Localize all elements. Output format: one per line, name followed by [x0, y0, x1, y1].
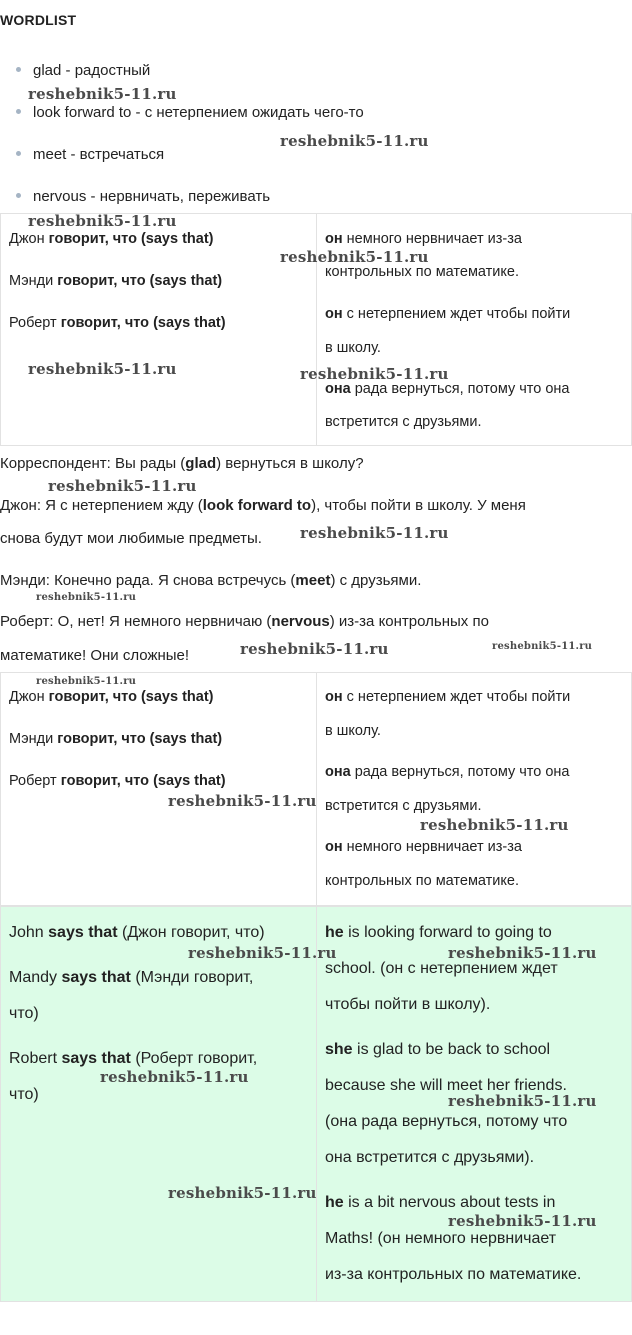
watermark: reshebnik5-11.ru	[28, 212, 177, 230]
answer-right-row: he is looking forward to going to	[325, 924, 552, 941]
watermark: reshebnik5-11.ru	[188, 944, 337, 962]
wordlist-text: meet - встречаться	[33, 146, 165, 163]
dialogue-line: Корреспондент: Вы рады (glad) вернуться в школу?	[0, 455, 364, 472]
watermark: reshebnik5-11.ru	[448, 1092, 597, 1110]
dialogue-line: снова будут мои любимые предметы.	[0, 530, 262, 547]
wordlist-item	[16, 104, 364, 121]
table1-right-row-cont: контрольных по математике.	[325, 264, 520, 280]
table1-left-row: Джон говорит, что (says that)	[9, 231, 214, 247]
answer-left-row: Robert says that (Роберт говорит,	[9, 1050, 258, 1067]
table2-left-row: Мэнди говорит, что (says that)	[9, 731, 223, 747]
watermark: reshebnik5-11.ru	[300, 365, 449, 383]
dialogue-line: Мэнди: Конечно рада. Я снова встречусь (meet) с друзьями.	[0, 572, 422, 589]
table1-right-row: она рада вернуться, потому что она	[325, 381, 570, 397]
bullet-icon	[16, 151, 21, 156]
table1-left-row: Роберт говорит, что (says that)	[9, 315, 226, 331]
watermark: reshebnik5-11.ru	[448, 944, 597, 962]
answer-right-row-cont: (она рада вернуться, потому что	[325, 1113, 568, 1130]
answer-right-row-cont: because she will meet her friends.	[325, 1077, 567, 1094]
bullet-icon	[16, 67, 21, 72]
watermark: reshebnik5-11.ru	[100, 1068, 249, 1086]
answer-right-row: she is glad to be back to school	[325, 1041, 551, 1058]
table2-right-row-cont: в школу.	[325, 723, 381, 739]
watermark: reshebnik5-11.ru	[168, 1184, 317, 1202]
matching-table-2	[0, 672, 632, 906]
watermark: reshebnik5-11.ru	[28, 85, 177, 103]
dialogue-line: Джон: Я с нетерпением жду (look forward to), чтобы пойти в школу. У меня	[0, 497, 526, 514]
table2-right-row: он немного нервничает из-за	[325, 839, 522, 855]
table2-right-row-cont: контрольных по математике.	[325, 873, 520, 889]
wordlist-item	[16, 188, 270, 205]
bullet-icon	[16, 193, 21, 198]
dialogue-line: математике! Они сложные!	[0, 647, 190, 664]
table2-left-row: Роберт говорит, что (says that)	[9, 773, 226, 789]
wordlist-text: glad - радостный	[33, 62, 151, 79]
wordlist-item	[16, 146, 164, 163]
table1-right-row: он немного нервничает из-за	[325, 231, 522, 247]
watermark: reshebnik5-11.ru	[48, 477, 197, 495]
watermark: reshebnik5-11.ru	[300, 524, 449, 542]
watermark: reshebnik5-11.ru	[28, 360, 177, 378]
table2-left-row: Джон говорит, что (says that)	[9, 689, 214, 705]
answer-left-row-cont: что)	[9, 1005, 39, 1022]
answer-right-row-cont: из-за контрольных по математике.	[325, 1266, 582, 1283]
wordlist-heading: WORDLIST	[0, 12, 77, 28]
table1-right-row-cont: встретится с друзьями.	[325, 414, 482, 430]
answer-left-row: Mandy says that (Мэнди говорит,	[9, 969, 254, 986]
watermark: reshebnik5-11.ru	[36, 676, 137, 687]
watermark: reshebnik5-11.ru	[36, 592, 137, 603]
watermark: reshebnik5-11.ru	[420, 816, 569, 834]
answer-left-row: John says that (Джон говорит, что)	[9, 924, 265, 941]
table2-right-row: он с нетерпением ждет чтобы пойти	[325, 689, 571, 705]
watermark: reshebnik5-11.ru	[492, 641, 593, 652]
watermark: reshebnik5-11.ru	[280, 248, 429, 266]
watermark: reshebnik5-11.ru	[280, 132, 429, 150]
wordlist-item	[16, 62, 150, 79]
wordlist-text: nervous - нервничать, переживать	[33, 188, 271, 205]
dialogue-line: Роберт: О, нет! Я немного нервничаю (nervous) из-за контрольных по	[0, 613, 489, 630]
answer-left-row-cont: что)	[9, 1086, 39, 1103]
table2-right-row: она рада вернуться, потому что она	[325, 764, 570, 780]
answer-right-row-cont: она встретится с друзьями).	[325, 1149, 535, 1166]
table2-right-row-cont: встретится с друзьями.	[325, 798, 482, 814]
watermark: reshebnik5-11.ru	[240, 640, 389, 658]
answer-right-row-cont: school. (он с нетерпением ждет	[325, 960, 558, 977]
bullet-icon	[16, 109, 21, 114]
answer-right-row: he is a bit nervous about tests in	[325, 1194, 556, 1211]
table1-right-row-cont: в школу.	[325, 340, 381, 356]
answer-right-row-cont: Maths! (он немного нервничает	[325, 1230, 557, 1247]
watermark: reshebnik5-11.ru	[168, 792, 317, 810]
table1-left-row: Мэнди говорит, что (says that)	[9, 273, 223, 289]
wordlist-text: look forward to - с нетерпением ожидать чего-то	[33, 104, 364, 121]
answer-right-row-cont: чтобы пойти в школу).	[325, 996, 491, 1013]
table1-right-row: он с нетерпением ждет чтобы пойти	[325, 306, 571, 322]
watermark: reshebnik5-11.ru	[448, 1212, 597, 1230]
